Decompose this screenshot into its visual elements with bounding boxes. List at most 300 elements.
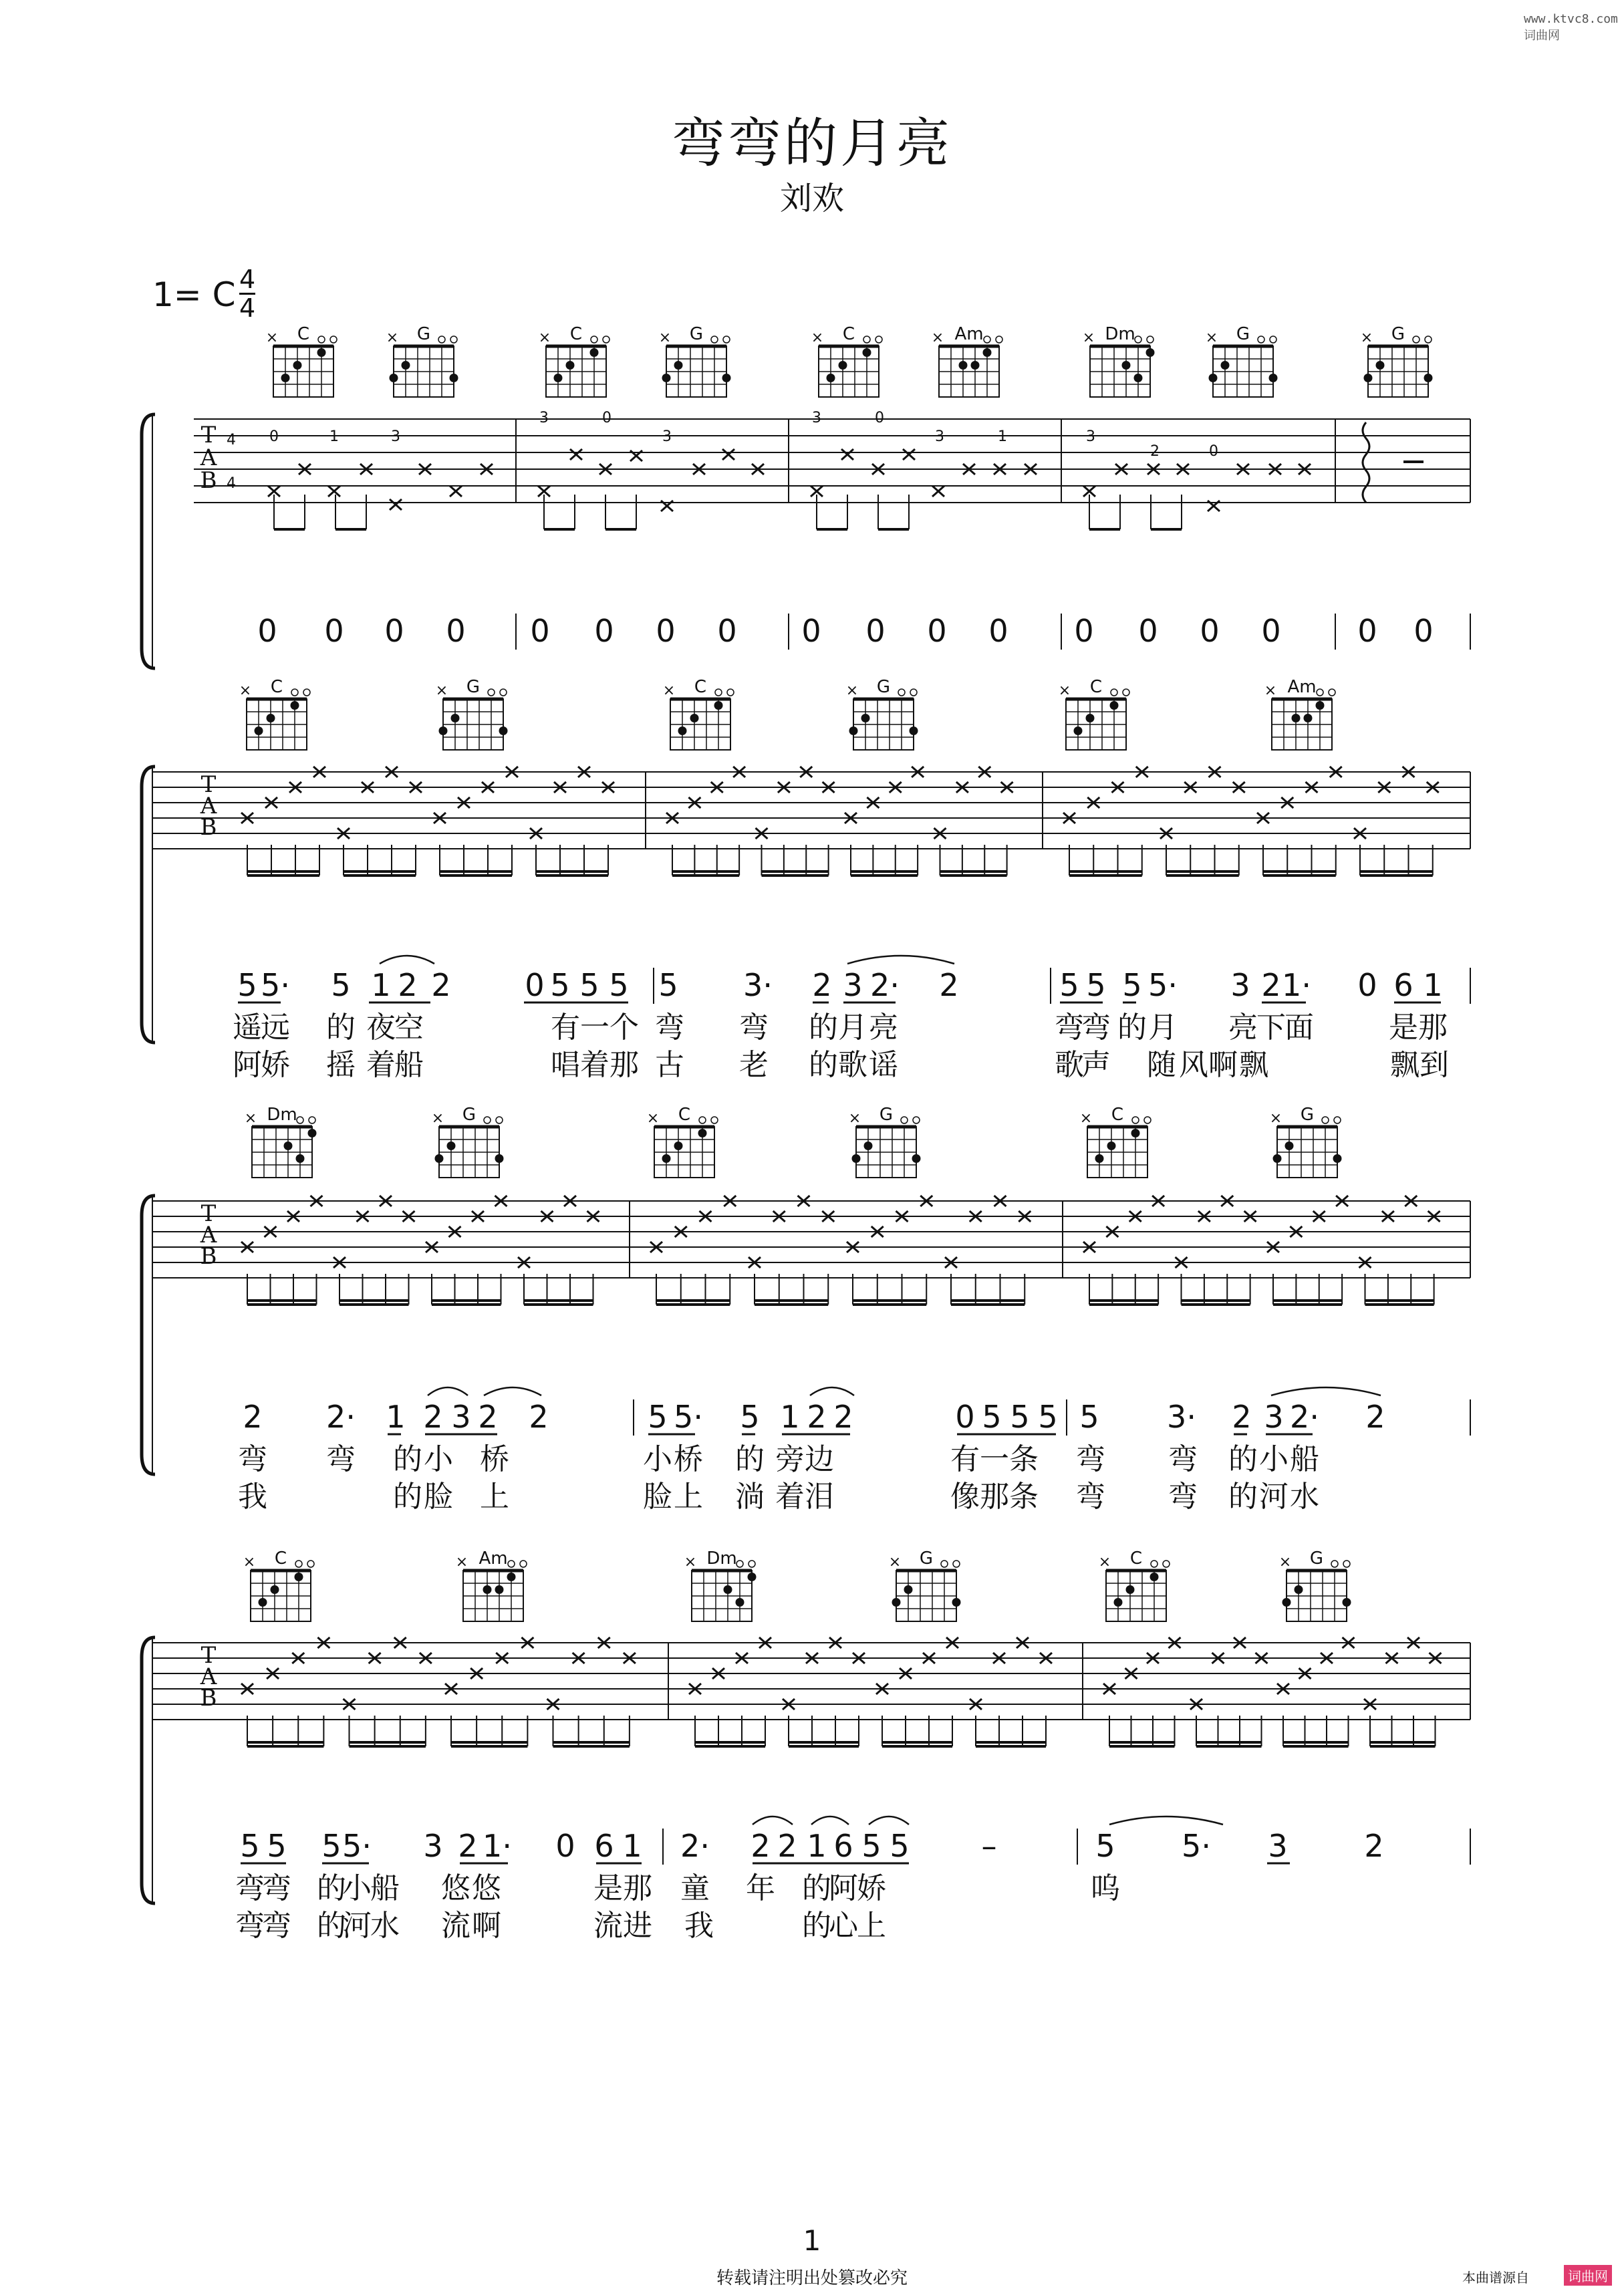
- chord-diagram: [539, 324, 610, 397]
- chord-diagram: [243, 1549, 314, 1621]
- open-string-mark: [699, 1117, 706, 1123]
- chord-finger-dot: [267, 714, 275, 722]
- open-string-mark: [984, 336, 990, 343]
- chord-finger-dot: [690, 714, 699, 722]
- lyric-char: 飘: [1390, 1048, 1419, 1082]
- chord-diagram: [932, 324, 1002, 397]
- jianpu-note: 0: [1357, 613, 1377, 649]
- lyric-char: 有: [551, 1011, 580, 1045]
- open-string-mark: [749, 1561, 755, 1567]
- jianpu-note: 2·: [1290, 1399, 1319, 1435]
- open-string-mark: [438, 336, 445, 343]
- slur: [1109, 1816, 1223, 1825]
- time-signature-top: 4: [239, 265, 256, 294]
- jianpu-note: 0: [865, 613, 886, 649]
- tab-number: 3: [391, 428, 400, 445]
- tab-note-x: [570, 449, 582, 460]
- open-string-mark: [901, 1117, 908, 1123]
- open-string-mark: [910, 689, 917, 696]
- chord-finger-dot: [291, 701, 299, 710]
- chord-diagram: [1270, 1105, 1342, 1178]
- jianpu-note: 5: [648, 1399, 668, 1435]
- jianpu-note: 0: [446, 613, 466, 649]
- jianpu-note: 6: [833, 1828, 853, 1864]
- tab-label: B: [200, 814, 217, 841]
- open-string-mark: [1144, 1117, 1151, 1123]
- chord-finger-dot: [1269, 374, 1278, 382]
- lyric-char: 月: [1148, 1011, 1178, 1045]
- lyric-char: 脸: [643, 1480, 672, 1514]
- chord-name: Dm: [706, 1549, 737, 1569]
- tab-label: A: [200, 793, 217, 819]
- open-string-mark: [520, 1561, 527, 1567]
- jianpu-note: 2: [812, 967, 832, 1003]
- lyric-char: 流: [441, 1909, 470, 1943]
- lyric-char: 旁: [775, 1442, 805, 1476]
- chord-finger-dot: [1086, 714, 1095, 722]
- jianpu-note: 2: [939, 967, 959, 1003]
- lyric-char: 的: [393, 1442, 422, 1476]
- jianpu-note: 5: [1059, 967, 1079, 1003]
- lyric-char: 摇: [326, 1048, 356, 1082]
- jianpu-note: 5: [267, 1828, 287, 1864]
- chord-diagram: [1206, 324, 1278, 397]
- jianpu-note: 5: [1086, 967, 1106, 1003]
- muted-string-mark: ×: [265, 329, 279, 346]
- lyric-char: 声: [1081, 1048, 1111, 1082]
- jianpu-note: 2: [1365, 1399, 1385, 1435]
- open-string-mark: [1425, 336, 1432, 343]
- tab-number: 3: [935, 428, 944, 445]
- lyric-char: 有: [950, 1442, 980, 1476]
- lyric-char: 着: [580, 1048, 610, 1082]
- chord-finger-dot: [1110, 701, 1119, 710]
- chord-diagram: [1099, 1549, 1170, 1621]
- chord-diagram: [1264, 677, 1335, 750]
- chord-diagram: [811, 324, 882, 397]
- jianpu-note: 0: [555, 1828, 575, 1864]
- tab-number: 3: [662, 428, 672, 445]
- jianpu-note: 3·: [743, 967, 773, 1003]
- lyric-char: 是: [593, 1871, 623, 1905]
- jianpu-note: 5·: [1182, 1828, 1211, 1864]
- chord-name: C: [678, 1105, 691, 1125]
- jianpu-note: 5: [240, 1828, 260, 1864]
- open-string-mark: [488, 689, 495, 696]
- lyric-char: 夜: [366, 1011, 396, 1045]
- open-string-mark: [309, 1117, 315, 1123]
- jianpu-note: 5·: [1148, 967, 1178, 1003]
- jianpu-note: 5·: [342, 1828, 372, 1864]
- slur: [847, 956, 954, 964]
- slur: [869, 1816, 909, 1825]
- chord-name: Dm: [1105, 324, 1135, 344]
- chord-diagram: [889, 1549, 961, 1621]
- open-string-mark: [1151, 1561, 1158, 1567]
- chord-finger-dot: [1316, 701, 1325, 710]
- tab-number: 3: [1086, 428, 1095, 445]
- muted-string-mark: ×: [431, 1110, 444, 1127]
- artist-name: 刘欢: [779, 180, 844, 217]
- open-string-mark: [711, 336, 718, 343]
- jianpu-note: 0: [384, 613, 404, 649]
- jianpu-note: 5: [1038, 1399, 1058, 1435]
- open-string-mark: [941, 1561, 948, 1567]
- lyric-char: 童: [680, 1871, 710, 1905]
- chord-finger-dot: [1282, 1598, 1291, 1607]
- chord-finger-dot: [1376, 361, 1385, 370]
- jianpu-note: 2: [423, 1399, 443, 1435]
- slur: [428, 1387, 468, 1395]
- chord-finger-dot: [1146, 348, 1155, 357]
- chord-finger-dot: [1126, 1585, 1135, 1594]
- lyric-char: 河: [342, 1909, 372, 1943]
- lyric-char: 娇: [857, 1871, 886, 1905]
- jianpu-note: 2·: [680, 1828, 710, 1864]
- chord-diagram: [684, 1549, 757, 1621]
- lyric-char: 船: [394, 1048, 424, 1082]
- lyric-char: 一: [980, 1442, 1009, 1476]
- lyric-char: 歌: [1055, 1048, 1084, 1082]
- lyric-char: 像: [950, 1480, 980, 1514]
- chord-finger-dot: [483, 1585, 492, 1594]
- open-string-mark: [318, 336, 325, 343]
- slur: [380, 956, 434, 964]
- muted-string-mark: ×: [1360, 329, 1373, 346]
- jianpu-note: –: [981, 1828, 997, 1864]
- lyric-char: 的: [1117, 1011, 1147, 1045]
- open-string-mark: [727, 689, 734, 696]
- chord-finger-dot: [863, 348, 871, 357]
- lyric-char: 弯: [235, 1909, 265, 1943]
- open-string-mark: [291, 689, 298, 696]
- chord-diagram: [436, 677, 508, 750]
- tab-note-x: [328, 486, 340, 497]
- jianpu-note: 3: [843, 967, 863, 1003]
- lyric-char: 小: [342, 1871, 372, 1905]
- open-string-mark: [1317, 689, 1323, 696]
- lyric-char: 歌: [838, 1048, 867, 1082]
- open-string-mark: [715, 689, 722, 696]
- jianpu-note: 0: [927, 613, 947, 649]
- jianpu-note: 1·: [483, 1828, 512, 1864]
- lyric-char: 的: [802, 1871, 831, 1905]
- jianpu-note: 3: [1268, 1828, 1288, 1864]
- jianpu-note: 0: [1261, 613, 1281, 649]
- lyric-char: 的: [802, 1909, 831, 1943]
- song-title: 弯弯的月亮: [672, 112, 952, 174]
- chord-diagram: [1080, 1105, 1151, 1178]
- lyric-char: 桥: [674, 1442, 703, 1476]
- muted-string-mark: ×: [244, 1110, 257, 1127]
- open-string-mark: [875, 336, 882, 343]
- open-string-mark: [1132, 1117, 1139, 1123]
- tab-number: 0: [1209, 443, 1218, 460]
- lyric-char: 上: [674, 1480, 703, 1514]
- chord-finger-dot: [1364, 374, 1373, 382]
- chord-name: G: [1309, 1549, 1324, 1569]
- chord-diagram: [266, 324, 337, 397]
- jianpu-note: 3: [1230, 967, 1250, 1003]
- chord-finger-dot: [566, 361, 575, 370]
- tab-label: B: [200, 1243, 217, 1270]
- chord-finger-dot: [904, 1585, 913, 1594]
- chord-name: G: [876, 677, 891, 697]
- jianpu-note: 0: [801, 613, 821, 649]
- jianpu-note: 0: [1357, 967, 1377, 1003]
- lyric-char: 弯: [1055, 1011, 1084, 1045]
- lyric-char: 着: [775, 1480, 805, 1514]
- jianpu-note: 5: [609, 967, 629, 1003]
- open-string-mark: [591, 336, 597, 343]
- jianpu-note: 2: [1261, 967, 1281, 1003]
- slur: [810, 1387, 854, 1395]
- jianpu-note: 1: [780, 1399, 800, 1435]
- chord-finger-dot: [839, 361, 847, 370]
- chord-finger-dot: [435, 1154, 444, 1163]
- muted-string-mark: ×: [1079, 1110, 1093, 1127]
- muted-string-mark: ×: [1278, 1554, 1292, 1571]
- tab-label: T: [200, 422, 217, 448]
- jianpu-note: 2: [807, 1399, 827, 1435]
- jianpu-note: 5: [237, 967, 257, 1003]
- lyric-char: 的: [809, 1048, 838, 1082]
- chord-finger-dot: [1122, 361, 1131, 370]
- open-string-mark: [913, 1117, 920, 1123]
- chord-finger-dot: [284, 1141, 293, 1150]
- lyric-char: 上: [857, 1909, 886, 1943]
- jianpu-note: 1·: [1282, 967, 1311, 1003]
- lyric-char: 那: [980, 1480, 1009, 1514]
- lyric-char: 小: [424, 1442, 453, 1476]
- lyric-char: 是: [1389, 1011, 1418, 1045]
- jianpu-note: 5·: [674, 1399, 703, 1435]
- muted-string-mark: ×: [1058, 682, 1071, 699]
- chord-diagram: [647, 1105, 718, 1178]
- chord-finger-dot: [724, 1585, 732, 1594]
- tab-note-x: [841, 449, 853, 460]
- jianpu-note: 0: [530, 613, 550, 649]
- open-string-mark: [1343, 1561, 1350, 1567]
- chord-finger-dot: [1131, 1129, 1140, 1137]
- lyric-char: 的: [317, 1909, 346, 1943]
- lyric-char: 条: [1009, 1442, 1039, 1476]
- chord-name: G: [1236, 324, 1250, 344]
- open-string-mark: [1270, 336, 1276, 343]
- jianpu-note: 5·: [261, 967, 290, 1003]
- lyric-char: 古: [655, 1048, 684, 1082]
- jianpu-note: 1: [622, 1828, 642, 1864]
- muted-string-mark: ×: [1264, 682, 1277, 699]
- lyric-char: 远: [261, 1011, 290, 1045]
- brand-badge: 词曲网: [1564, 2265, 1612, 2286]
- chord-finger-dot: [1074, 726, 1083, 735]
- chord-finger-dot: [451, 714, 460, 722]
- muted-string-mark: ×: [646, 1110, 660, 1127]
- chord-finger-dot: [439, 726, 448, 735]
- lyric-char: 泪: [805, 1480, 834, 1514]
- tab-label: T: [200, 1642, 217, 1669]
- chord-name: C: [694, 677, 707, 697]
- tab-label: T: [200, 771, 217, 798]
- open-string-mark: [711, 1117, 718, 1123]
- open-string-mark: [1135, 336, 1141, 343]
- slur: [753, 1816, 793, 1825]
- chord-finger-dot: [308, 1129, 317, 1137]
- chord-finger-dot: [714, 701, 723, 710]
- chord-finger-dot: [1150, 1573, 1159, 1581]
- chord-diagram: [1361, 324, 1433, 397]
- lyric-char: 唱: [551, 1048, 580, 1082]
- site-url: www.ktvc8.com 词曲网: [1524, 12, 1618, 43]
- jianpu-note: 2: [751, 1828, 771, 1864]
- chord-diagram: [432, 1105, 504, 1178]
- lyric-char: 弯: [1168, 1480, 1198, 1514]
- muted-string-mark: ×: [658, 329, 672, 346]
- open-string-mark: [484, 1117, 491, 1123]
- chord-finger-dot: [447, 1141, 456, 1150]
- muted-string-mark: ×: [931, 329, 944, 346]
- jianpu-note: 1: [807, 1828, 827, 1864]
- chord-finger-dot: [259, 1598, 267, 1607]
- open-string-mark: [863, 336, 870, 343]
- lyric-char: 弯: [262, 1871, 291, 1905]
- lyric-char: 弯: [1076, 1480, 1105, 1514]
- chord-name: G: [689, 324, 704, 344]
- jianpu-note: 6: [594, 1828, 614, 1864]
- open-string-mark: [1163, 1561, 1170, 1567]
- chord-finger-dot: [1107, 1141, 1116, 1150]
- chord-finger-dot: [1221, 361, 1230, 370]
- jianpu-note: 2: [478, 1399, 498, 1435]
- chord-finger-dot: [912, 1154, 921, 1163]
- chord-finger-dot: [1304, 714, 1313, 722]
- open-string-mark: [307, 1561, 314, 1567]
- open-string-mark: [603, 336, 610, 343]
- chord-finger-dot: [852, 1154, 861, 1163]
- muted-string-mark: ×: [888, 1554, 902, 1571]
- chord-diagram: [663, 677, 734, 750]
- chord-finger-dot: [1209, 374, 1218, 382]
- jianpu-note: 5: [550, 967, 570, 1003]
- chord-finger-dot: [959, 361, 968, 370]
- chord-finger-dot: [317, 348, 326, 357]
- jianpu-note: 5: [331, 967, 351, 1003]
- jianpu-note: 3·: [1167, 1399, 1196, 1435]
- lyric-char: 月: [838, 1011, 867, 1045]
- muted-string-mark: ×: [1098, 1554, 1111, 1571]
- chord-finger-dot: [722, 374, 731, 382]
- open-string-mark: [723, 336, 730, 343]
- chord-finger-dot: [678, 726, 687, 735]
- lyric-char: 的: [1228, 1480, 1258, 1514]
- chord-name: C: [274, 1549, 287, 1569]
- jianpu-note: 0: [257, 613, 277, 649]
- slur: [484, 1387, 541, 1395]
- lyric-char: 娇: [261, 1048, 290, 1082]
- lyric-char: 的: [735, 1442, 765, 1476]
- chord-name: C: [842, 324, 855, 344]
- jianpu-note: 1: [1423, 967, 1443, 1003]
- tab-number: 1: [329, 428, 339, 445]
- slur: [811, 1816, 849, 1825]
- open-string-mark: [1413, 336, 1419, 343]
- lyric-char: 桥: [480, 1442, 509, 1476]
- jianpu-note: 0: [717, 613, 737, 649]
- open-string-mark: [1322, 1117, 1329, 1123]
- chord-finger-dot: [892, 1598, 901, 1607]
- chord-name: Am: [954, 324, 984, 344]
- jianpu-note: 5: [740, 1399, 760, 1435]
- lyric-char: 流: [593, 1909, 623, 1943]
- lyric-char: 河: [1259, 1480, 1289, 1514]
- lyric-char: 船: [370, 1871, 400, 1905]
- time-signature-bottom: 4: [239, 293, 256, 323]
- chord-name: C: [1111, 1105, 1124, 1125]
- copyright-notice: 转载请注明出处篡改必究: [716, 2268, 908, 2288]
- slur: [1271, 1387, 1381, 1395]
- lyric-char: 弯: [739, 1011, 769, 1045]
- jianpu-note: 2: [243, 1399, 263, 1435]
- chord-finger-dot: [1114, 1598, 1123, 1607]
- lyric-char: 那: [1418, 1011, 1448, 1045]
- chord-finger-dot: [495, 1154, 504, 1163]
- open-string-mark: [996, 336, 1002, 343]
- chord-finger-dot: [554, 374, 563, 382]
- lyric-char: 上: [480, 1480, 509, 1514]
- jianpu-note: 5: [321, 1828, 342, 1864]
- open-string-mark: [500, 689, 507, 696]
- chord-finger-dot: [849, 726, 858, 735]
- jianpu-note: 5: [1079, 1399, 1099, 1435]
- chord-name: G: [466, 677, 481, 697]
- chord-diagram: [846, 677, 918, 750]
- lyric-char: 小: [1259, 1442, 1289, 1476]
- jianpu-note: 0: [324, 613, 344, 649]
- chord-finger-dot: [1285, 1141, 1294, 1150]
- open-string-mark: [1331, 1561, 1338, 1567]
- jianpu-note: 2: [1364, 1828, 1384, 1864]
- chord-diagram: [1083, 324, 1155, 397]
- lyric-char: 一: [580, 1011, 610, 1045]
- jianpu-note: 6: [1393, 967, 1413, 1003]
- tab-note-x: [722, 449, 734, 460]
- tab-number: 0: [875, 410, 884, 426]
- lyric-char: 心: [829, 1909, 858, 1943]
- lyric-char: 着: [366, 1048, 396, 1082]
- chord-finger-dot: [390, 374, 398, 382]
- chord-name: G: [462, 1105, 477, 1125]
- chord-finger-dot: [971, 361, 980, 370]
- lyric-char: 亮: [1228, 1011, 1258, 1045]
- tab-note-x: [903, 449, 915, 460]
- jianpu-note: 2: [1232, 1399, 1252, 1435]
- open-string-mark: [508, 1561, 515, 1567]
- muted-string-mark: ×: [811, 329, 824, 346]
- chord-diagram: [245, 1105, 317, 1178]
- chord-name: C: [569, 324, 583, 344]
- tab-note-x: [390, 499, 402, 510]
- chord-finger-dot: [952, 1598, 961, 1607]
- chord-finger-dot: [507, 1573, 516, 1581]
- chord-finger-dot: [255, 726, 263, 735]
- chord-finger-dot: [1424, 374, 1433, 382]
- lyric-char: 脸: [424, 1480, 453, 1514]
- lyric-char: 船: [1290, 1442, 1319, 1476]
- lyric-char: 悠: [441, 1871, 470, 1905]
- open-string-mark: [1329, 689, 1335, 696]
- muted-string-mark: ×: [239, 682, 252, 699]
